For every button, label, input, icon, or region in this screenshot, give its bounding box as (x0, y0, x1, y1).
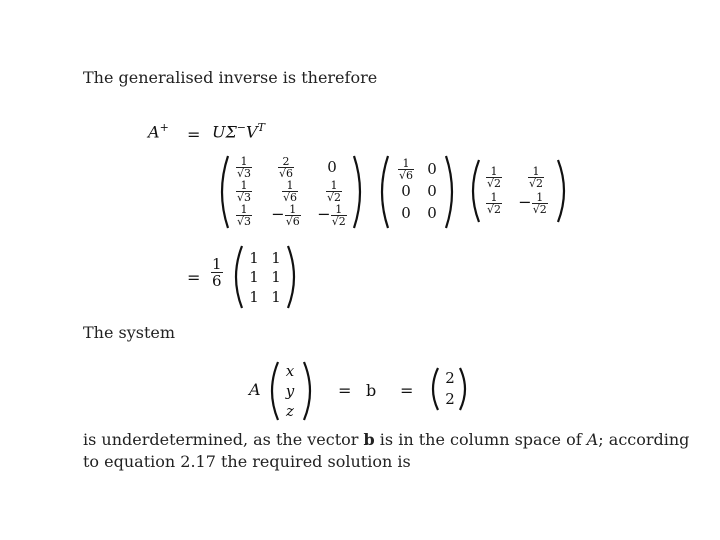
eq3-rhs-cell: 2 (445, 390, 455, 408)
conclusion-line-1 (83, 430, 689, 449)
eq3-b: b (366, 381, 377, 400)
eq3-vector-y: y (285, 382, 295, 400)
matrix-u-cell: $\frac{1}{√3}$ (236, 179, 251, 204)
matrix-sigma-cell: 0 (401, 204, 411, 222)
eq1-V: V (246, 122, 258, 142)
matrix-sigma-cell: 0 (427, 204, 437, 222)
eq2-cell: 1 (249, 288, 259, 306)
matrix-v-right-paren (556, 158, 572, 224)
matrix-v-cell: $\frac{1}{√2}$ (486, 165, 501, 190)
matrix-u-cell: $\frac{1}{√2}$ (326, 179, 341, 204)
matrix-sigma-cell: 0 (427, 182, 437, 200)
eq3-vector-x: x (285, 362, 295, 380)
eq2-cell: 1 (249, 249, 259, 267)
matrix-u-cell: $\frac{1}{√3}$ (236, 155, 251, 180)
eq1-T: T (257, 121, 265, 134)
conclusion-text-a: is underdetermined, as the vector (83, 430, 364, 449)
eq2-cell: 1 (249, 268, 259, 286)
eq1-equals: = (187, 125, 201, 144)
conclusion-matrix-A: A (586, 430, 599, 449)
eq3-A: A (249, 380, 261, 399)
intro-text: The generalised inverse is therefore (83, 68, 378, 87)
matrix-sigma-cell: 0 (427, 160, 437, 178)
eq1-A: A (148, 122, 160, 142)
eq2-right-paren (286, 244, 302, 310)
eq2-equals: = (187, 268, 201, 287)
eq3-rhs-right-paren (458, 366, 472, 412)
conclusion-text-c: is in the column space of (374, 430, 587, 449)
system-text: The system (83, 323, 176, 342)
eq3-rhs-left-paren (426, 366, 440, 412)
matrix-u-cell: − $\frac{1}{√6}$ (271, 203, 300, 228)
matrix-sigma-cell: $\frac{1}{√6}$ (398, 157, 413, 182)
conclusion-line-2: to equation 2.17 the required solution is (83, 452, 411, 471)
matrix-v-cell: $\frac{1}{√2}$ (486, 191, 501, 216)
conclusion-vector-b: b (363, 430, 375, 449)
eq1-minus-sup: − (236, 121, 247, 134)
matrix-sigma-left-paren (374, 154, 390, 230)
eq3-vector-z: z (286, 402, 294, 420)
matrix-v-cell: $\frac{1}{√2}$ (528, 165, 543, 190)
matrix-v-cell: − $\frac{1}{√2}$ (518, 191, 547, 216)
matrix-sigma-cell: 0 (401, 182, 411, 200)
matrix-u-right-paren (352, 154, 368, 230)
matrix-u-left-paren (214, 154, 230, 230)
matrix-v-left-paren (465, 158, 481, 224)
eq2-left-paren (228, 244, 244, 310)
eq3-right-paren (302, 360, 318, 422)
eq3-left-paren (264, 360, 280, 422)
eq1-usigma: UΣ (212, 122, 237, 142)
conclusion-text-e: ; according (598, 430, 690, 449)
matrix-u-cell: − $\frac{1}{√2}$ (317, 203, 346, 228)
matrix-u-cell: $\frac{1}{√6}$ (282, 179, 297, 204)
matrix-u-cell: $\frac{2}{√6}$ (278, 155, 293, 180)
eq2-cell: 1 (271, 249, 281, 267)
eq3-rhs-cell: 2 (445, 369, 455, 387)
eq2-scalar: $\frac{1}{6}$ (212, 255, 222, 290)
eq1-rhs (212, 122, 265, 141)
matrix-u-cell: 0 (327, 158, 337, 176)
eq1-lhs (148, 122, 169, 141)
eq2-cell: 1 (271, 268, 281, 286)
eq2-cell: 1 (271, 288, 281, 306)
eq1-plus: + (159, 121, 169, 134)
matrix-sigma-right-paren (444, 154, 460, 230)
matrix-u-cell: $\frac{1}{√3}$ (236, 203, 251, 228)
eq3-equals-1: = (338, 381, 352, 400)
eq3-equals-2: = (400, 381, 414, 400)
